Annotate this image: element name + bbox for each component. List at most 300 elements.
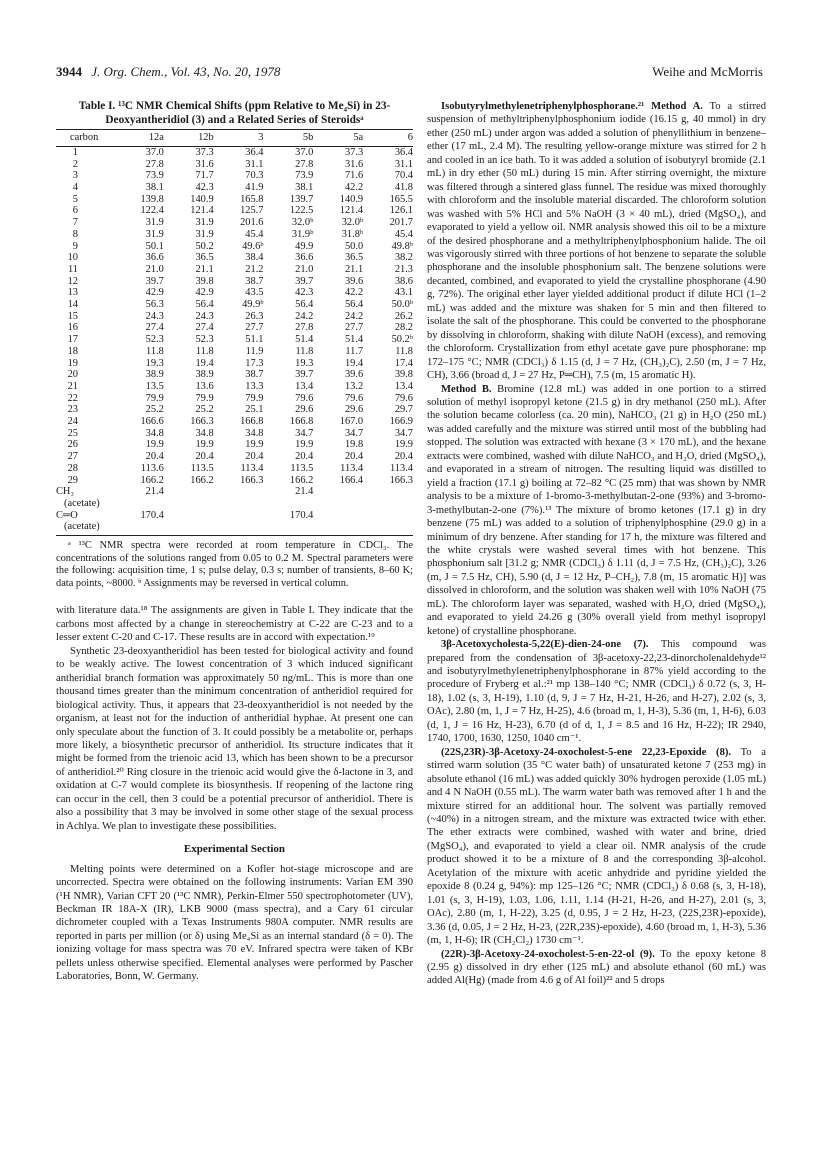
shift-value: 38.4 xyxy=(245,252,264,264)
carbon-label: 7 xyxy=(72,217,78,229)
carbon-label: 28 xyxy=(67,462,78,474)
shift-value: 42.2 xyxy=(344,287,364,299)
shift-value: 41.8 xyxy=(394,182,413,193)
shift-value: 122.4 xyxy=(140,205,164,217)
shift-value: 31.6 xyxy=(195,158,214,170)
table-row xyxy=(56,404,413,416)
shift-value: 45.4 xyxy=(394,228,413,240)
shift-value: 24.3 xyxy=(195,310,214,322)
shift-value: 166.3 xyxy=(190,416,214,428)
shift-value: 34.8 xyxy=(195,427,214,439)
carbon-label: 17 xyxy=(67,334,78,346)
carbon-label: 1 xyxy=(72,146,78,158)
shift-value: 11.9 xyxy=(245,345,264,357)
shift-value: 21.1 xyxy=(344,263,364,275)
carbon-label: 26 xyxy=(67,439,78,451)
shift-value: 42.9 xyxy=(195,287,214,299)
shift-value: 20.4 xyxy=(344,451,364,463)
shift-value: 38.1 xyxy=(145,182,164,193)
shift-value: 21.4 xyxy=(145,486,164,498)
shift-value: 50.1 xyxy=(145,240,164,252)
procedures xyxy=(427,100,766,988)
table-row xyxy=(56,451,413,463)
shift-value: 27.8 xyxy=(145,158,164,170)
shift-value: 39.7 xyxy=(295,369,314,381)
shift-value: 166.8 xyxy=(240,416,264,428)
shift-value: 13.6 xyxy=(195,380,214,392)
shift-value: 166.3 xyxy=(240,474,264,486)
shift-value: 113.4 xyxy=(390,462,413,474)
table-row xyxy=(56,276,413,288)
shift-value: 166.9 xyxy=(389,416,413,428)
table-row xyxy=(56,428,413,440)
body-paragraph-2: Synthetic 23-deoxyantheridiol has been tested for biological activity and found to be weakly active. The lowest concentration of 3 which induced significant antheridial branch formation was approximately 50 ng/mL. This is more than one thousand times greater than the minimum concentration of antheridiol required for biological activity. Thus, it appears that 23-deoxyantheridiol is not needed by the organism, at least not for the induction of antheridial hyphae. At present one can only speculate about the function of 3. It could possibly be a metabolite or, perhaps more likely, a biosynthetic precursor of antheridiol. Its structure indicates that it might be formed from the trienoic acid 13, which has been shown to be a precursor of antheridiol.²⁰ Ring closure in the trienoic acid would give the δ-lactone in 3, and oxidation at C-7 would complete its biosynthesis. If reopening of the lactone ring can occur in the cell, then 3 could be a potential precursor of antheridiol. There is also a possibility that 3 may be involved in some other stage of the sexual process in Achlya. We plan to investigate these possibilities. xyxy=(56,645,413,832)
shift-value: 73.9 xyxy=(295,170,314,182)
shift-value: 20.4 xyxy=(145,451,164,463)
shift-value: 49.9 xyxy=(295,240,314,252)
procedure-paragraph xyxy=(427,100,766,383)
shift-value: 166.2 xyxy=(140,474,164,486)
shift-value: 121.4 xyxy=(190,205,214,217)
shift-value: 17.3 xyxy=(245,357,264,369)
shift-value: 166.3 xyxy=(389,474,413,486)
shift-value: 51.1 xyxy=(245,334,264,346)
shift-value: 113.5 xyxy=(290,462,314,474)
shift-value: 39.6 xyxy=(344,275,364,287)
shift-value: 21.0 xyxy=(295,263,314,275)
table-row xyxy=(56,334,413,346)
shift-value: 170.4 xyxy=(289,509,314,521)
shift-value: 50.0 xyxy=(344,240,364,252)
shift-value: 38.7 xyxy=(245,369,264,381)
shift-value: 70.3 xyxy=(245,170,264,182)
shift-value: 21.2 xyxy=(245,263,264,275)
shift-value: 36.5 xyxy=(344,252,364,264)
shift-value: 19.4 xyxy=(344,357,364,369)
carbon-label: 4 xyxy=(72,182,78,193)
table-row xyxy=(56,159,413,171)
shift-value: 26.2 xyxy=(394,310,413,322)
shift-value: 24.3 xyxy=(145,310,164,322)
table-row xyxy=(56,510,413,522)
table-row xyxy=(56,498,413,510)
table-body xyxy=(56,146,413,535)
shift-value: 27.7 xyxy=(245,322,264,334)
procedure-heading: 3β-Acetoxycholesta-5,22(E)-dien-24-one (7). xyxy=(441,639,649,651)
shift-value xyxy=(313,521,363,535)
shift-value: 21.1 xyxy=(195,263,214,275)
shift-value: 166.4 xyxy=(339,474,364,486)
shift-value xyxy=(164,498,214,510)
shift-value: 24.2 xyxy=(344,310,364,322)
page-number: 3944 xyxy=(56,64,82,79)
shift-value xyxy=(164,521,214,535)
shift-value: 39.7 xyxy=(145,275,164,287)
shift-value: 13.4 xyxy=(295,380,314,392)
shift-value xyxy=(164,510,214,522)
table-row xyxy=(56,463,413,475)
carbon-label: 21 xyxy=(67,380,78,392)
carbon-label: 12 xyxy=(67,275,78,287)
shift-value: 38.1 xyxy=(295,182,314,193)
shift-value xyxy=(363,498,413,510)
shift-value: 56.4 xyxy=(195,299,214,311)
shift-value: 36.6 xyxy=(145,252,164,264)
shift-value: 140.9 xyxy=(190,193,214,205)
shift-value: 113.5 xyxy=(190,462,214,474)
shift-value: 13.3 xyxy=(245,380,264,392)
shift-value xyxy=(214,486,264,498)
procedure-heading: Method B. xyxy=(441,383,492,395)
right-column xyxy=(427,100,766,988)
shift-value: 121.4 xyxy=(339,205,364,217)
shift-value: 70.4 xyxy=(394,170,413,182)
shift-value: 32.0ᵇ xyxy=(291,217,314,229)
shift-value: 139.8 xyxy=(140,193,164,205)
shift-value: 11.8 xyxy=(295,345,314,357)
shift-value: 79.9 xyxy=(145,392,164,404)
column-header-12a: 12a xyxy=(114,130,164,147)
shift-value: 31.1 xyxy=(245,158,264,170)
shift-value: 31.9 xyxy=(195,217,214,229)
shift-value: 42.9 xyxy=(145,287,164,299)
shift-value: 31.8ᵇ xyxy=(341,228,364,240)
procedure-paragraph xyxy=(427,638,766,746)
shift-value: 31.6 xyxy=(344,158,364,170)
shift-value: 166.6 xyxy=(140,416,164,428)
shift-value: 56.4 xyxy=(344,299,364,311)
shift-value xyxy=(313,486,363,498)
shift-value: 19.9 xyxy=(295,439,314,451)
shift-value: 11.8 xyxy=(195,345,214,357)
carbon-label: C═O xyxy=(56,509,78,521)
shift-value xyxy=(214,521,264,535)
shift-value: 19.4 xyxy=(195,357,214,369)
shift-value: 21.3 xyxy=(394,263,413,275)
shift-value: 34.8 xyxy=(245,427,264,439)
shift-value: 34.8 xyxy=(145,427,164,439)
shift-value: 19.8 xyxy=(344,439,364,451)
procedure-text: To a stirred warm solution (35 °C water bath) of unsaturated ketone 7 (253 mg) in absolute ethanol (16 mL) was added quickly 30% hydrogen peroxide (1.05 mL) and 4 N NaOH (0.55 mL). The warm water bath was removed after 1 h and the mixture stirred for an additional hour. The solvent was partially removed (~40%) in a nitrogen stream, and the mixture was extracted twice with ether. The ether extracts were combined, washed with water and brine, dried (MgSO₄), and evaporated to yield a clear oil. NMR analysis of the crude product showed it to be a mixture of 8 and the corresponding 3β-alcohol. Acetylation of the mixture with acetic anhydride and pyridine yielded the epoxide 8 (0.24 g, 94%): mp 125–126 °C; NMR (CDCl₃) δ 0.68 (s, 3, H-18), 1.01 (s, 3, H-19), 1.03, 1.06, 1.11, 1.14 (H-21, H-26, and H-27), 2.01 (s, 3, OAc), 2.80 (m, 1, H-22), 3.25 (d, 0.95, J = 2 Hz, H-23, (22S,23R)-epoxide), 3.36 (d, 0.05, J = 2 Hz, H-23, (22R,23S)-epoxide), 4.60 (broad m, 1, H-3), 5.36 (m, 1, H-6); IR (CH₂Cl₂) 1730 cm⁻¹. xyxy=(427,746,766,947)
shift-value: 11.8 xyxy=(146,345,164,357)
shift-value: 39.8 xyxy=(394,369,413,381)
shift-value: 79.6 xyxy=(295,392,314,404)
shift-value: 21.4 xyxy=(295,486,314,498)
shift-value: 36.4 xyxy=(245,146,264,158)
shift-value: 28.2 xyxy=(394,322,413,334)
shift-value xyxy=(214,510,264,522)
table-row xyxy=(56,475,413,487)
body-paragraph-1: with literature data.¹⁸ The assignments are given in Table I. They indicate that the carbons most affected by a change in stereochemistry at C-22 are C-23 and to a lesser extent C-20 and C-17. These results are in accord with expectation.¹⁹ xyxy=(56,605,413,644)
carbon-label: (acetate) xyxy=(56,521,114,535)
carbon-label: 11 xyxy=(67,263,78,275)
shift-value: 31.9 xyxy=(145,228,164,240)
shift-value: 140.9 xyxy=(339,193,364,205)
shift-value xyxy=(313,510,363,522)
column-header-5a: 5a xyxy=(313,130,363,147)
shift-value: 13.4 xyxy=(394,380,413,392)
shift-value: 71.7 xyxy=(195,170,214,182)
carbon-label: 10 xyxy=(67,252,78,264)
carbon-label: 23 xyxy=(67,404,78,416)
carbon-label: 9 xyxy=(72,240,78,252)
shift-value: 167.0 xyxy=(339,416,364,428)
carbon-label: 25 xyxy=(67,427,78,439)
carbon-label: 3 xyxy=(72,170,78,182)
shift-value: 38.9 xyxy=(145,369,164,381)
table-row xyxy=(56,416,413,428)
shift-value: 45.4 xyxy=(245,228,264,240)
shift-value: 29.6 xyxy=(344,404,364,416)
shift-value: 19.3 xyxy=(295,357,314,369)
procedure-text: To the epoxy ketone 8 (2.95 g) dissolved in dry ether (125 mL) and absolute ethanol (60 mL) was added Al(Hg) (made from 4.6 g of Al foil)²² and 5 drops xyxy=(427,948,766,987)
shift-value: 56.3 xyxy=(145,299,164,311)
carbon-label: 24 xyxy=(67,416,78,428)
shift-value: 36.5 xyxy=(195,252,214,264)
page-header xyxy=(56,64,763,84)
table-row xyxy=(56,299,413,311)
table-row xyxy=(56,311,413,323)
table-row xyxy=(56,322,413,334)
shift-value: 49.6ᵇ xyxy=(242,240,264,252)
shift-value: 38.2 xyxy=(394,252,413,264)
shift-value xyxy=(363,510,413,522)
shift-value: 170.4 xyxy=(140,509,164,521)
carbon-label: 19 xyxy=(67,357,78,369)
carbon-label: 27 xyxy=(67,451,78,463)
procedure-text: This compound was prepared from the condensation of 3β-acetoxy-22,23-dinorcholenaldehyde¹² and isobutyrylmethylenetriphenylphosphorane in 87% yield according to the procedure of Fryberg et al.:²¹ mp 138–140 °C; NMR (CDCl₃) δ 0.72 (s, 3, H-18), 1.02 (s, 3, H-19), 1.10 (d, 9, J = 7 Hz, H-21, H-26, and H-27), 2.02 (s, 3, OAc), 2.80 (m, 1, J = 7 Hz, H-25), 4.6 (broad m, 1, H-3), 5.36 (m, 1, H-6), 6.03 (d, 1, J = 16 Hz, H-23), 6.70 (d of d, 1, J = 8.5 and 16 Hz, H-22); IR 2940, 1740, 1700, 1630, 1250, 1040 cm⁻¹. xyxy=(427,639,766,745)
carbon-label: 6 xyxy=(72,205,78,217)
shift-value: 34.7 xyxy=(344,427,364,439)
procedure-paragraph xyxy=(427,383,766,639)
shift-value: 41.9 xyxy=(245,182,264,193)
shift-value: 50.0ᵇ xyxy=(391,299,413,311)
shift-value: 25.2 xyxy=(145,404,164,416)
table-row xyxy=(56,182,413,194)
table-row xyxy=(56,486,413,498)
shift-value: 42.2 xyxy=(344,182,364,193)
shift-value: 166.8 xyxy=(289,416,314,428)
shift-value: 24.2 xyxy=(295,310,314,322)
procedure-paragraph xyxy=(427,948,766,988)
table-footnote: ᵃ ¹³C NMR spectra were recorded at room temperature in CDCl₃. The concentrations of the solutions ranged from 0.05 to 0.2 M. Spectral parameters were the following: acquisition time, 1 s; pulse delay, 0.3 s; number of transients, 8–60 K; data points, ~8000. ᵇ Assignments may be reversed in vertical column. xyxy=(56,540,413,589)
carbon-label: (acetate) xyxy=(64,497,100,509)
shift-value: 27.8 xyxy=(295,322,314,334)
procedure-heading: (22S,23R)-3β-Acetoxy-24-oxocholest-5-ene 22,23-Epoxide (8). xyxy=(441,746,732,758)
shift-value: 113.6 xyxy=(140,462,164,474)
table-row xyxy=(56,146,413,158)
shift-value: 27.7 xyxy=(344,322,364,334)
shift-value: 36.6 xyxy=(295,252,314,264)
table-row xyxy=(56,217,413,229)
section-heading: Experimental Section xyxy=(183,843,286,856)
shift-value: 21.0 xyxy=(145,263,164,275)
carbon-label: 18 xyxy=(67,345,78,357)
procedure-heading: Isobutyrylmethylenetriphenylphosphorane.²¹ Method A. xyxy=(441,101,703,112)
shift-value: 19.9 xyxy=(195,439,214,451)
table-row xyxy=(56,229,413,241)
shift-value: 165.8 xyxy=(240,193,264,205)
shift-value xyxy=(164,486,214,498)
shift-value xyxy=(363,521,413,535)
experimental-paragraph: Melting points were determined on a Kofler hot-stage microscope and are uncorrected. Spectra were obtained on the following instruments: Varian EM 390 (¹H NMR), Varian CFT 20 (¹³C NMR), Perkin-Elmer 550 spectrophotometer (UV), Beckman IR 18A-X (IR), LKB 9000 (mass spectra), and a Cary 61 circular dichrometer coupled with a Texas Instruments 980A computer. NMR results are reported in parts per million (or δ) using Me₄Si as an internal standard (δ = 0). The ionizing voltage for mass spectra was 70 eV. Infrared spectra were taken of KBr pellets unless otherwise specified. Elemental analyses were performed by Pascher Laboratories, Bonn, W. Germany. xyxy=(56,863,413,983)
carbon-label: 22 xyxy=(67,392,78,404)
column-header-3: 3 xyxy=(214,130,264,147)
table-row xyxy=(56,194,413,206)
shift-value: 166.2 xyxy=(190,474,214,486)
shift-value: 17.4 xyxy=(394,357,413,369)
shift-value: 19.9 xyxy=(245,439,264,451)
shift-value: 52.3 xyxy=(195,334,214,346)
shift-value: 125.7 xyxy=(240,205,264,217)
procedure-text: To a stirred suspension of methyltriphenylphosphonium iodide (16.15 g, 40 mmol) in dry ether (250 mL) under argon was added a solution of phenyllithium in benzene–ether (17 mL, 2.4 M). The resulting yellow-orange mixture was stirred for 2 h and cooled in an ice bath. To it was added a solution of isobutyryl bromide (2.1 mL) in dry ether (50 mL) during 15 min. After stirring overnight, the mixture was filtered through a sintered glass funnel. The residue was mixed thoroughly with chloroform and the insoluble material discarded. The chloroform solution was washed with 5% HCl and 5% NaOH (3 × 40 mL), dried (MgSO₄), and evaporated to yield a yellow oil. NMR analysis showed this oil to be a mixture of the desired phosphorane and a methyltriphenylphosphonium halide. The oil was vigorously stirred with three portions of hot benzene to separate the soluble phosphorane and the insoluble phosphonium salt. The benzene solutions were decanted, combined, and evaporated to yield the crystalline phosphorane (4.90 g, 72%). The original ether layer yielded additional product if dilute HCl (1–2 mL) was added and the mixture was shaken for 5 min and then filtered to isolate the salt of the phosphorane. This could be converted to the phosphorane by dissolving in chloroform, shaking with dilute NaOH (excess), and removing the chloroform. Crystallization from ethyl acetate gave pure phosphorane: mp 172–175 °C; NMR (CDCl₃) δ 1.15 (d, J = 7 Hz, (CH₃)₂C), 2.50 (m, J = 7 Hz, CH), 3.66 (broad d, J = 27 Hz, P═CH), 7.5 (m, 15 aromatic H). xyxy=(427,101,766,382)
shift-value: 27.8 xyxy=(295,158,314,170)
shift-value: 29.6 xyxy=(295,404,314,416)
shift-value: 50.2 xyxy=(195,240,214,252)
table-row xyxy=(56,346,413,358)
shift-value: 42.3 xyxy=(295,287,314,299)
shift-value: 79.9 xyxy=(195,392,214,404)
shift-value: 25.2 xyxy=(195,404,214,416)
shift-value: 50.2ᵇ xyxy=(391,334,413,346)
column-header-12b: 12b xyxy=(164,130,214,147)
table-header-row xyxy=(56,130,413,147)
carbon-label: 13 xyxy=(67,287,78,299)
carbon-label: 29 xyxy=(67,474,78,486)
shift-value: 71.6 xyxy=(344,170,364,182)
shift-value: 113.4 xyxy=(340,462,364,474)
journal-citation: J. Org. Chem., Vol. 43, No. 20, 1978 xyxy=(91,64,281,79)
shift-value: 34.7 xyxy=(394,427,413,439)
shift-value: 139.7 xyxy=(289,193,314,205)
shift-value: 38.7 xyxy=(245,275,264,287)
table-row xyxy=(56,264,413,276)
running-authors: Weihe and McMorris xyxy=(652,64,763,79)
shift-value: 37.3 xyxy=(344,146,364,158)
shift-value: 20.4 xyxy=(295,451,314,463)
table-row xyxy=(56,170,413,182)
shift-value xyxy=(363,486,413,498)
shift-value: 38.6 xyxy=(394,275,413,287)
shift-value: 36.4 xyxy=(394,146,413,158)
shift-value: 52.3 xyxy=(145,334,164,346)
table-row xyxy=(56,287,413,299)
carbon-label: 16 xyxy=(67,322,78,334)
carbon-label: 2 xyxy=(72,158,78,170)
shift-value xyxy=(263,498,313,510)
shift-value: 19.9 xyxy=(145,439,164,451)
shift-value: 49.8ᵇ xyxy=(391,240,413,252)
carbon-label: 20 xyxy=(67,369,78,381)
table-row xyxy=(56,381,413,393)
shift-value: 19.9 xyxy=(394,439,413,451)
shift-value: 43.5 xyxy=(245,287,264,299)
shift-value: 51.4 xyxy=(295,334,314,346)
column-header-6: 6 xyxy=(363,130,413,147)
shift-value: 79.9 xyxy=(245,392,264,404)
procedure-heading: (22R)-3β-Acetoxy-24-oxocholest-5-en-22-ol (9). xyxy=(441,948,655,960)
table-row xyxy=(56,393,413,405)
carbon-label: 8 xyxy=(72,228,78,240)
shift-value: 31.9ᵇ xyxy=(291,228,314,240)
shift-value: 20.4 xyxy=(394,451,413,463)
carbon-label: 5 xyxy=(72,193,78,205)
shift-value: 31.9 xyxy=(195,228,214,240)
table-row xyxy=(56,521,413,535)
shift-value: 79.6 xyxy=(394,392,413,404)
shift-value: 201.6 xyxy=(240,217,264,229)
table-row xyxy=(56,369,413,381)
shift-value: 166.2 xyxy=(289,474,314,486)
shift-value: 49.9ᵇ xyxy=(242,299,264,311)
shift-value: 25.1 xyxy=(245,404,264,416)
shift-value: 39.8 xyxy=(195,275,214,287)
carbon-label: CH₃ xyxy=(56,486,75,498)
shift-value: 122.5 xyxy=(289,205,314,217)
shift-value: 11.8 xyxy=(395,345,413,357)
shift-value: 37.0 xyxy=(145,146,164,158)
table-row xyxy=(56,439,413,451)
shift-value: 43.1 xyxy=(394,287,413,299)
shift-value xyxy=(214,498,264,510)
shift-value: 39.7 xyxy=(295,275,314,287)
shift-value: 31.1 xyxy=(394,158,413,170)
column-header-carbon: carbon xyxy=(56,130,114,147)
shift-value: 26.3 xyxy=(245,310,264,322)
shift-value: 13.2 xyxy=(344,380,364,392)
procedure-text: Bromine (12.8 mL) was added in one portion to a stirred solution of methyl isopropyl ketone (21.5 g) in dry methanol (250 mL). After the solution became colorless (ca. 20 min), NaHCO₃ (21 g) in H₂O (250 mL) was added carefully and the mixture was stirred until most of the bubbling had stopped. The solution was extracted with hexane (3 × 170 mL), and the hexane extracts were combined, washed with dilute NaHCO₃ and H₂O, dried (MgSO₄), and evaporated in a stream of nitrogen. The resulting liquid was distilled to yield a fraction (17.1 g) boiling at 72–82 °C (25 mm) that was shown by NMR analysis to be a mixture of 1-bromo-3-methylbutan-2-one (93%) and 3-bromo-3-methylbutan-2-one (7%).¹³ The mixture of bromo ketones (17.1 g) in dry benzene (75 mL) was added to a solution of triphenylphosphine (29.0 g) in a minimum of dry benzene. After standing for 17 h, the mixture was filtered and the white crystals were washed several times with hot benzene. This phosphonium salt [31.2 g; NMR (CDCl₃) δ 1.11 (d, J = 7.5 Hz, (CH₃)₂C), 3.26 (m, J = 7.5 Hz, CH), 5.90 (d, J = 12 Hz, P–CH₂), 7.8 (m, 15 aromatic H)] was dissolved in chloroform, and the solution was shaken well with 10% NaOH (75 mL). The chloroform layer was separated, washed with H₂O, dried (MgSO₄), and evaporated to yield 24.26 g (30% overall yield from methyl isopropyl ketone) of crystalline phosphorane. xyxy=(427,383,767,637)
shift-value: 13.5 xyxy=(145,380,164,392)
shift-value: 37.0 xyxy=(295,146,314,158)
shift-value xyxy=(263,521,313,535)
shift-value: 113.4 xyxy=(240,462,264,474)
shift-value: 27.4 xyxy=(195,322,214,334)
shift-value: 20.4 xyxy=(245,451,264,463)
shift-value: 126.1 xyxy=(389,205,413,217)
shift-value: 201.7 xyxy=(389,217,413,229)
shift-value xyxy=(313,498,363,510)
table-row xyxy=(56,358,413,370)
shift-value: 37.3 xyxy=(195,146,214,158)
carbon-label: 15 xyxy=(67,310,78,322)
shift-value: 73.9 xyxy=(145,170,164,182)
shift-value xyxy=(114,498,164,510)
table-row xyxy=(56,205,413,217)
shift-value xyxy=(114,521,164,535)
table-row xyxy=(56,252,413,264)
table-title: Table I. ¹³C NMR Chemical Shifts (ppm Relative to Me₄Si) in 23-Deoxyantheridiol (3) and a Related Series of Steroidsᵃ xyxy=(78,100,391,126)
shift-value: 19.3 xyxy=(145,357,164,369)
shift-value: 165.5 xyxy=(389,193,413,205)
shift-value: 29.7 xyxy=(394,404,413,416)
shift-value: 34.7 xyxy=(295,427,314,439)
shift-value: 38.9 xyxy=(195,369,214,381)
shift-value: 27.4 xyxy=(145,322,164,334)
nmr-table xyxy=(56,129,413,536)
carbon-label: 14 xyxy=(67,299,78,311)
shift-value: 42.3 xyxy=(195,182,214,193)
shift-value: 11.7 xyxy=(345,345,364,357)
column-header-5b: 5b xyxy=(263,130,313,147)
shift-value: 31.9 xyxy=(145,217,164,229)
shift-value: 51.4 xyxy=(344,334,364,346)
procedure-paragraph xyxy=(427,746,766,948)
shift-value: 79.6 xyxy=(344,392,364,404)
shift-value: 32.0ᵇ xyxy=(341,217,364,229)
left-column xyxy=(56,100,413,984)
table-row xyxy=(56,241,413,253)
shift-value: 39.6 xyxy=(344,369,364,381)
